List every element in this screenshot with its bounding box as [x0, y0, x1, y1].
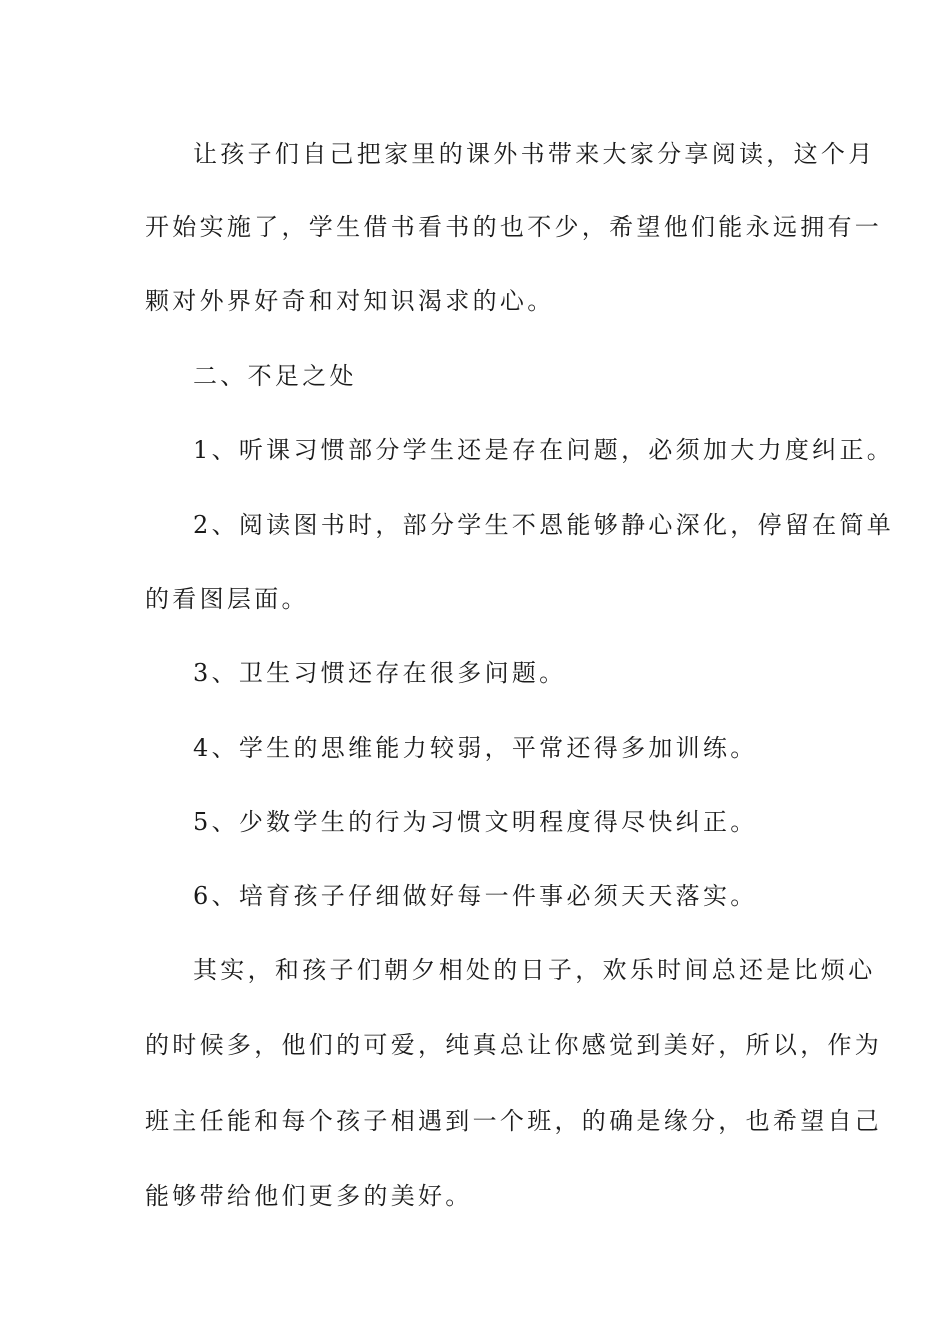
paragraph-closing-line-3: 班主任能和每个孩子相遇到一个班，的确是缘分，也希望自己 — [145, 1107, 883, 1135]
list-item-2-line-2: 的看图层面。 — [145, 585, 309, 613]
paragraph-reading-line-2: 开始实施了，学生借书看书的也不少，希望他们能永远拥有一 — [145, 213, 883, 241]
section-heading-shortcomings: 二、不足之处 — [193, 362, 357, 390]
list-item-1: 1、听课习惯部分学生还是存在问题，必须加大力度纠正。 — [193, 436, 895, 464]
list-item-3: 3、卫生习惯还存在很多问题。 — [193, 659, 567, 687]
list-item-6: 6、培育孩子仔细做好每一件事必须天天落实。 — [193, 882, 758, 910]
paragraph-closing-line-2: 的时候多，他们的可爱，纯真总让你感觉到美好，所以，作为 — [145, 1031, 883, 1059]
list-item-4: 4、学生的思维能力较弱，平常还得多加训练。 — [193, 734, 758, 762]
paragraph-closing-line-4: 能够带给他们更多的美好。 — [145, 1182, 473, 1210]
list-item-5: 5、少数学生的行为习惯文明程度得尽快纠正。 — [193, 808, 758, 836]
paragraph-reading-line-3: 颗对外界好奇和对知识渴求的心。 — [145, 287, 555, 315]
paragraph-reading-line-1: 让孩子们自己把家里的课外书带来大家分享阅读，这个月 — [193, 140, 876, 168]
paragraph-closing-line-1: 其实，和孩子们朝夕相处的日子，欢乐时间总还是比烦心 — [193, 956, 876, 984]
list-item-2-line-1: 2、阅读图书时，部分学生不恩能够静心深化，停留在简单 — [193, 511, 895, 539]
